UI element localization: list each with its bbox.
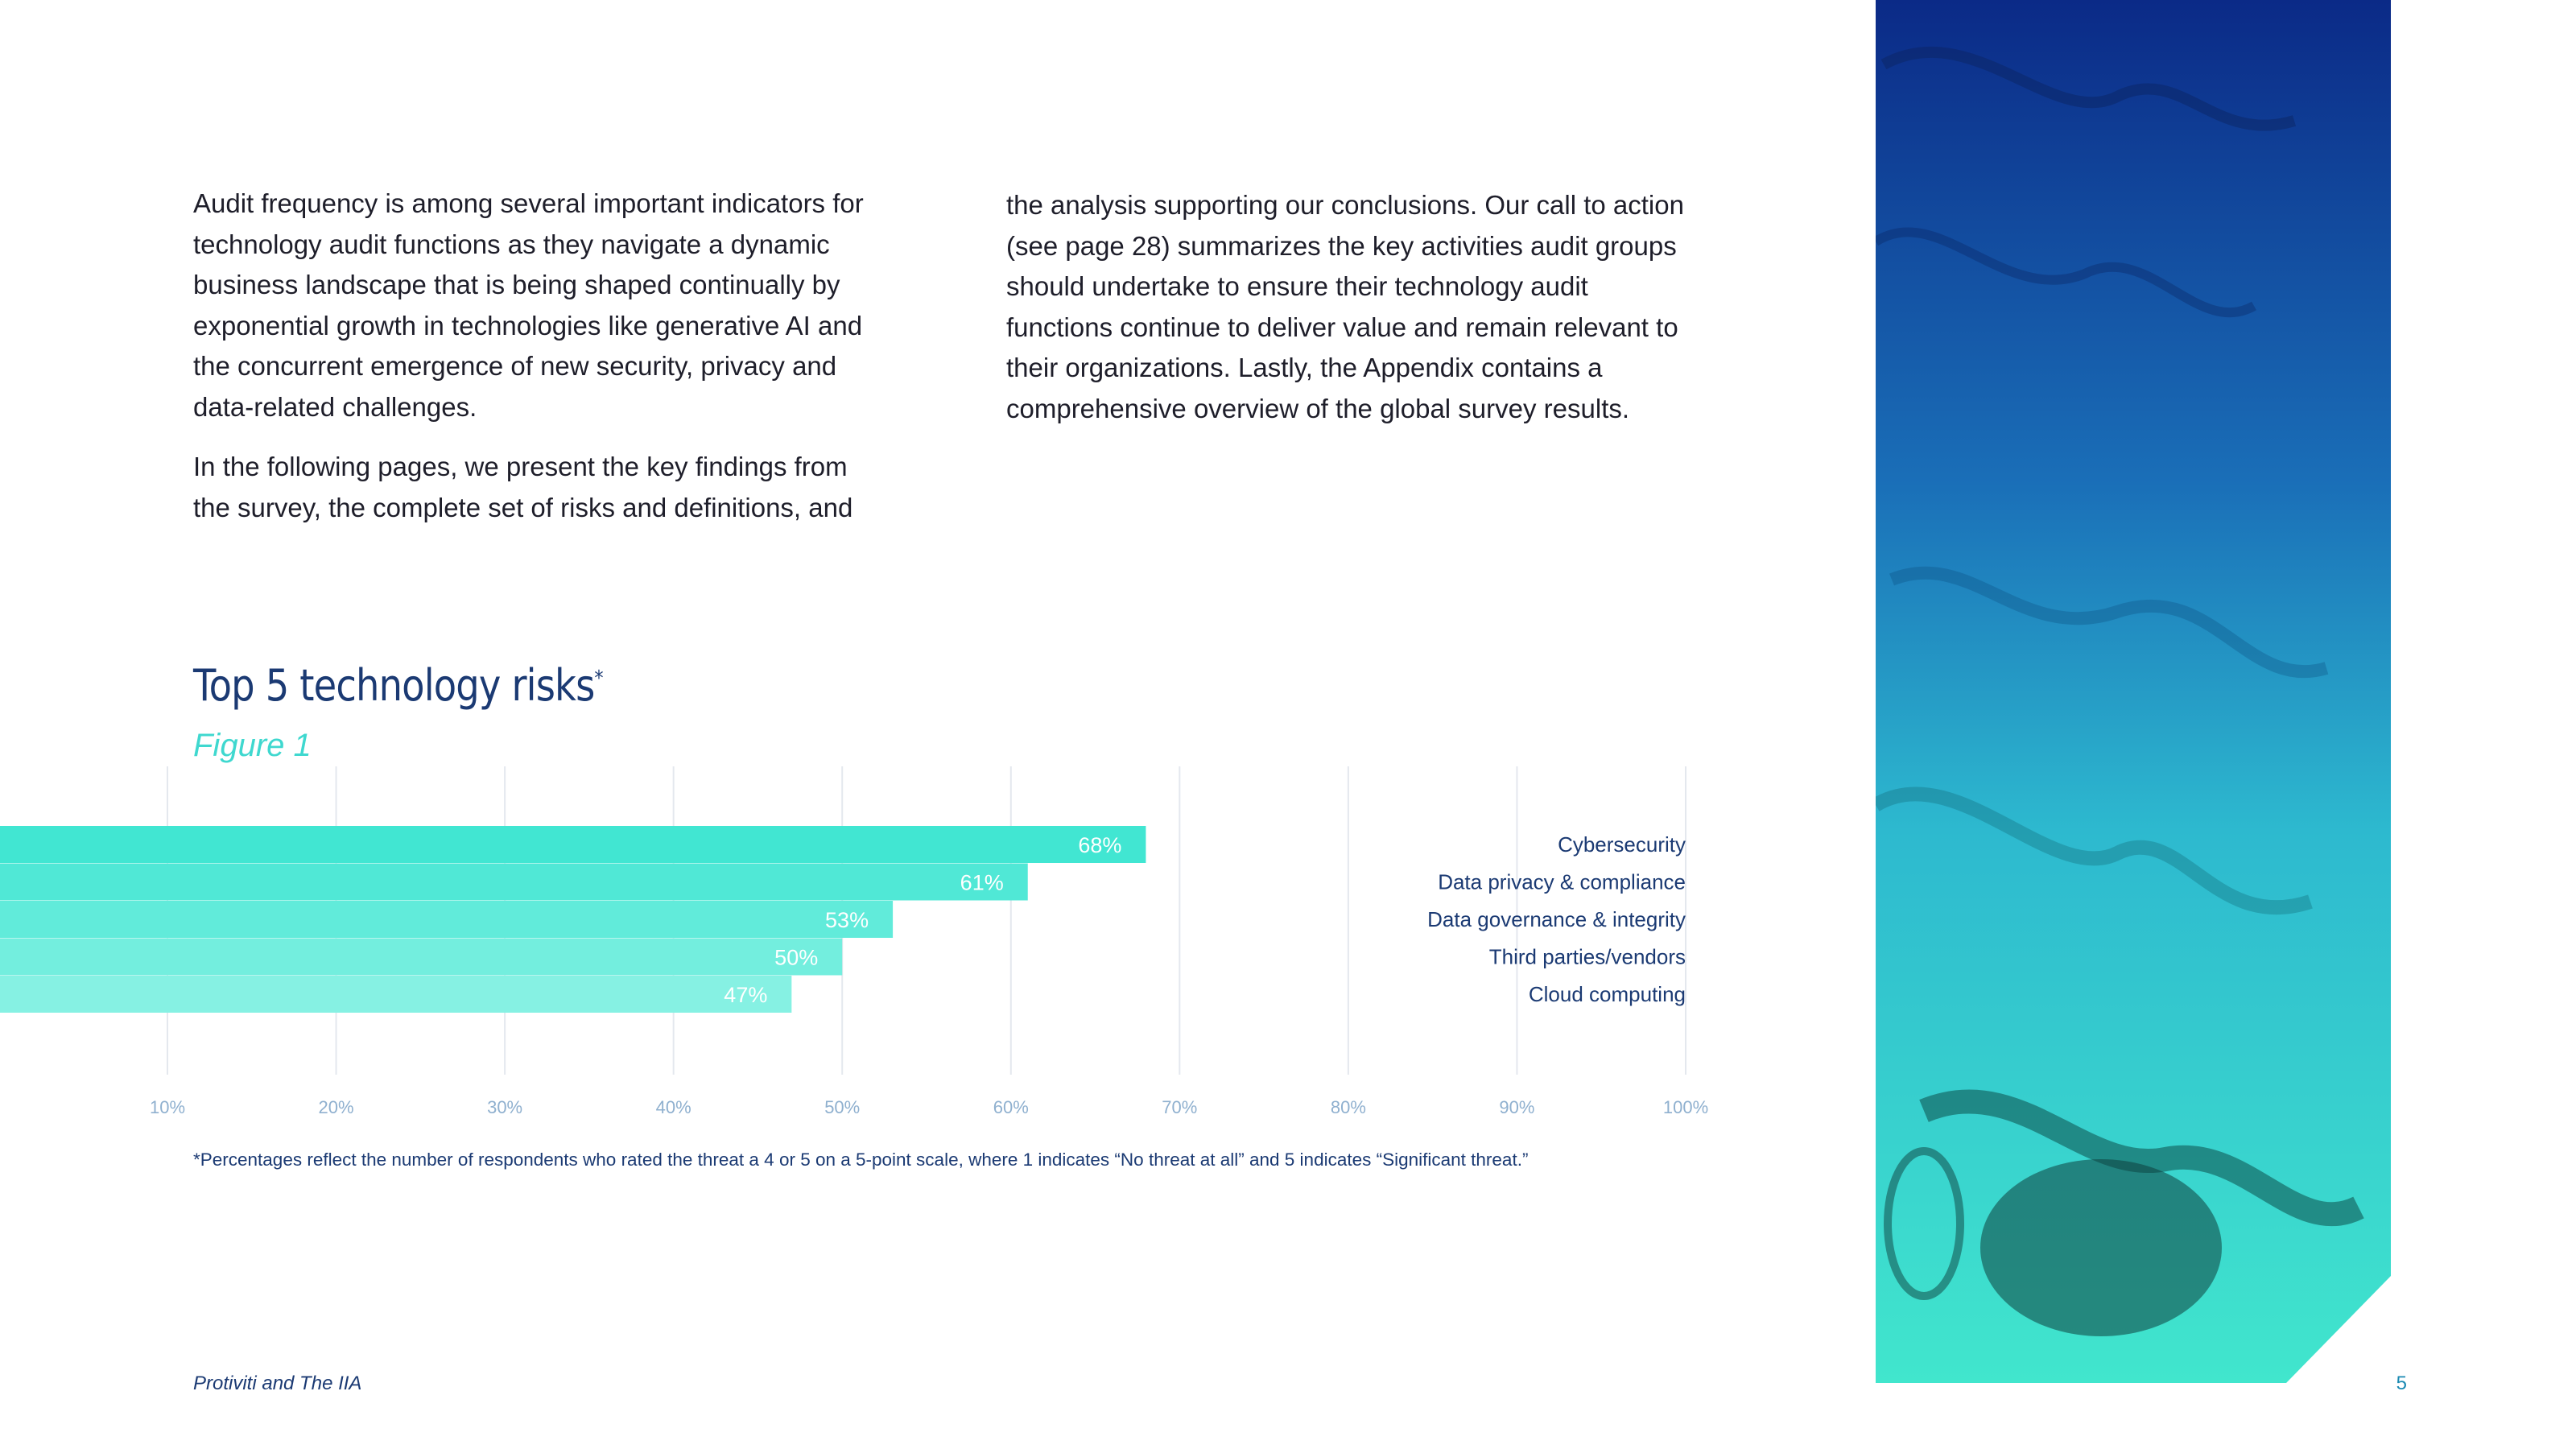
chart-title-text: Top 5 technology risks — [193, 660, 595, 711]
bar-value-label: 68% — [1078, 833, 1122, 857]
x-tick-label: 30% — [487, 1097, 523, 1117]
bar-1 — [0, 864, 1028, 901]
x-tick-label: 60% — [993, 1097, 1029, 1117]
category-label: Cloud computing — [1528, 982, 1686, 1006]
x-tick-label: 40% — [655, 1097, 691, 1117]
bar-value-label: 47% — [724, 983, 768, 1007]
chart-footnote: *Percentages reflect the number of respondents who rated the threat a 4 or 5 on a 5-point scale, where 1 indicates “No threat at all” and 5 indicates “Significant threat.” — [193, 1150, 1529, 1170]
x-tick-label: 20% — [318, 1097, 354, 1117]
chart-title-footnote-marker: * — [594, 667, 603, 691]
bar-0 — [0, 826, 1146, 863]
bar-value-label: 53% — [825, 908, 869, 932]
chart-x-ticks — [150, 1097, 1708, 1117]
category-label: Third parties/vendors — [1488, 944, 1686, 969]
bar-value-label: 50% — [774, 945, 819, 970]
bar-3 — [0, 939, 842, 976]
paragraph-analysis: the analysis supporting our conclusions. Our call to action (see page 28) summarizes the key activities audit groups should undertake to ensure their technology audit functions continue to deliver value and remain relevant to their organizations. Lastly, the Appendix contains a comprehensive overview of the global survey results. — [1006, 190, 1684, 423]
x-tick-label: 100% — [1662, 1097, 1709, 1117]
x-tick-label: 80% — [1330, 1097, 1366, 1117]
x-tick-label: 50% — [824, 1097, 861, 1117]
bar-value-label: 61% — [960, 870, 1004, 895]
x-tick-label: 70% — [1162, 1097, 1198, 1117]
x-tick-label: 10% — [149, 1097, 186, 1117]
paragraph-following-pages: In the following pages, we present the key findings from the survey, the complete set of risks and definitions, and — [193, 452, 853, 522]
bar-2 — [0, 901, 893, 938]
footer-publisher: Protiviti and The IIA — [193, 1373, 362, 1394]
body-column-right — [1006, 185, 1699, 448]
decorative-side-panel — [1876, 0, 2415, 1383]
chart-bars — [0, 826, 1146, 1013]
figure-label: Figure 1 — [193, 728, 312, 763]
paragraph-audit-frequency: Audit frequency is among several important indicators for technology audit functions as they navigate a dynamic business landscape that is being shaped continually by exponential growth in technologies like generative AI and the concurrent emergence of new security, privacy and data-related challenges. — [193, 188, 864, 422]
category-label: Data privacy & compliance — [1438, 869, 1686, 894]
category-label: Cybersecurity — [1558, 832, 1686, 857]
body-column-left — [193, 184, 886, 547]
risk-bar-chart — [0, 757, 1771, 1135]
bar-4 — [0, 976, 791, 1013]
page-number: 5 — [2396, 1373, 2407, 1394]
chart-title — [193, 660, 603, 711]
x-tick-label: 90% — [1499, 1097, 1535, 1117]
category-label: Data governance & integrity — [1427, 907, 1686, 931]
chart-category-labels — [1427, 832, 1686, 1006]
